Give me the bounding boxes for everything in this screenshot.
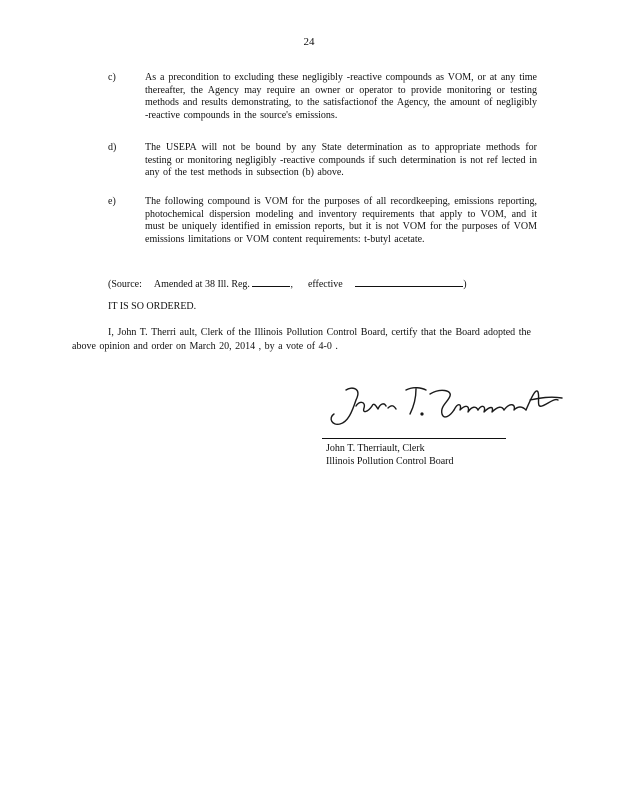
- clerk-name: John T. Therriault, Clerk: [326, 443, 425, 454]
- source-close: ): [463, 279, 467, 290]
- register-page-blank: [252, 276, 290, 287]
- clerk-certification: I, John T. Therri ault, Clerk of the Illinois Pollution Control Board, certify that the Board adopted the above opinion and order on March 20, 2014 , by a vote of 4-0 .: [72, 327, 531, 352]
- item-text: As a precondition to excluding these negligibly -reactive compounds as VOM, or at any time thereafter, the Agency may require an owner or operator to provide monitoring or testing methods and results demonstrating, to the satisfactionof the Agency, the amount of negligibly -reactive compounds in the source's emissions.: [145, 72, 537, 121]
- source-note: [108, 276, 467, 292]
- ordered-line: IT IS SO ORDERED.: [108, 301, 197, 312]
- source-effective: effective: [307, 279, 343, 290]
- item-text: The following compound is VOM for the purposes of all recordkeeping, emissions reporting, photochemical dispersion modeling and inventory requirements that apply to VOM, and it must be uniquely identified in emission reports, but it is not VOM for the purposes of VOM emissions limitations or VOM content requirements: t-butyl acetate.: [145, 196, 537, 245]
- source-open: (Source:: [108, 279, 142, 290]
- signature-block: [326, 442, 454, 468]
- page-number: 24: [303, 36, 315, 48]
- clerk-organization: Illinois Pollution Control Board: [326, 456, 454, 467]
- item-letter: d): [108, 142, 117, 153]
- effective-date-blank: [355, 276, 463, 287]
- item-letter: e): [108, 196, 116, 207]
- item-text: The USEPA will not be bound by any State determination as to appropriate methods for testing or monitoring negligibly -reactive compounds if such determination is not ref lected in any of the test methods in subsection (b) above.: [145, 142, 537, 178]
- handwritten-signature: [322, 376, 572, 436]
- signature-line: [322, 438, 506, 439]
- source-amended: Amended at 38 Ill. Reg.: [153, 279, 250, 290]
- source-comma: ,: [290, 279, 293, 290]
- item-letter: c): [108, 72, 116, 83]
